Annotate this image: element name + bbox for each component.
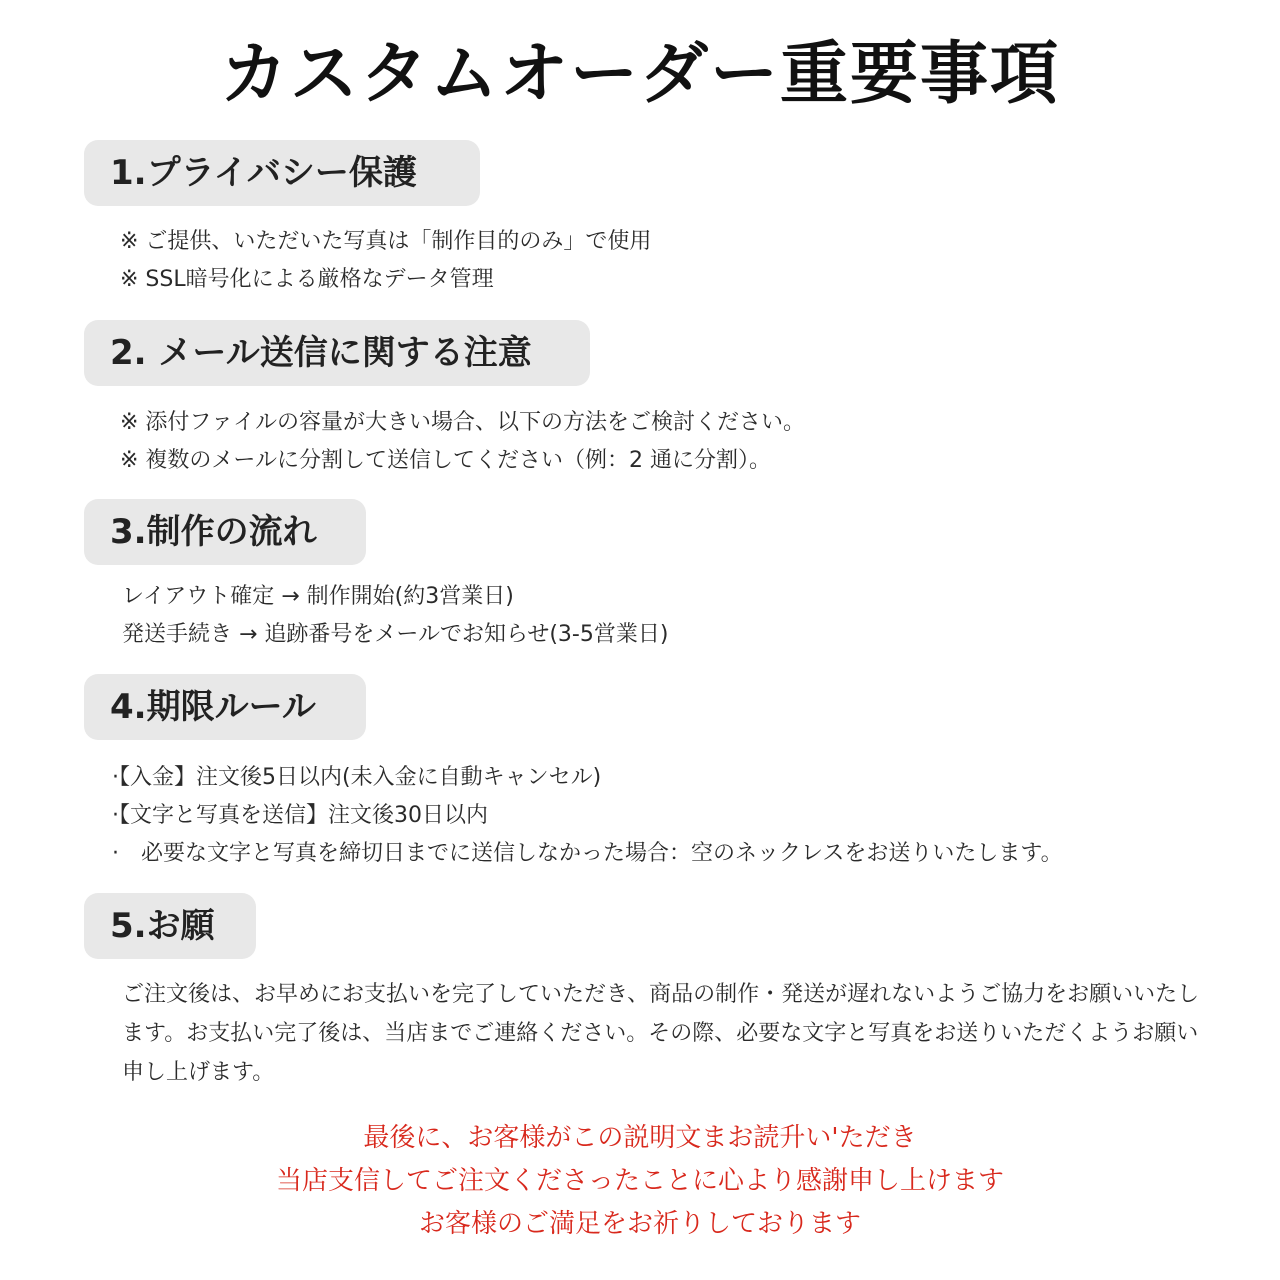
page-title: カスタムオーダー重要事項: [219, 35, 1060, 114]
deadline-line-1: ·【入金】注文後5日以内(未入金に自動キャンセル): [112, 765, 602, 790]
deadline-line-3: · 必要な文字と写真を締切日までに送信しなかった場合：空のネックレスをお送りいたします。: [112, 841, 1063, 866]
flow-line-2: 発送手続き → 追跡番号をメールでお知らせ(3-5営業日): [122, 622, 669, 647]
closing-line-1: 最後に、お客様がこの説明文まお読升い'ただき: [363, 1123, 917, 1153]
request-paragraph: ご注文後は、お早めにお支払いを完了していただき、商品の制作・発送が遅れないようご協力をお願いいたします。お支払い完了後は、当店までご連絡ください。その際、必要な文字と写真をお送りいただくようお願い申し上げます。: [122, 982, 1200, 1085]
section-heading-flow: 3.制作の流れ: [84, 499, 366, 565]
deadline-line-2: ·【文字と写真を送信】注文後30日以内: [112, 803, 488, 828]
section-heading-privacy: 1.プライバシー保護: [84, 140, 480, 206]
privacy-line-1: ※ ご提供、いただいた写真は「制作目的のみ」で使用: [120, 229, 652, 254]
closing-line-3: お客様のご満足をお祈りしております: [418, 1209, 861, 1239]
email-line-2: ※ 複数のメールに分割して送信してください（例：2 通に分割）。: [120, 448, 771, 473]
flow-line-1: レイアウト確定 → 制作開始(約3営業日): [122, 584, 514, 609]
section-heading-email: 2. メール送信に関する注意: [84, 320, 590, 386]
closing-line-2: 当店支信してご注文くださったことに心より感謝申し上けます: [275, 1166, 1004, 1196]
email-line-1: ※ 添付ファイルの容量が大きい場合、以下の方法をご検討ください。: [120, 410, 805, 435]
section-heading-request: 5.お願: [84, 893, 256, 959]
section-heading-deadline: 4.期限ルール: [84, 674, 366, 740]
privacy-line-2: ※ SSL暗号化による厳格なデータ管理: [120, 267, 494, 292]
